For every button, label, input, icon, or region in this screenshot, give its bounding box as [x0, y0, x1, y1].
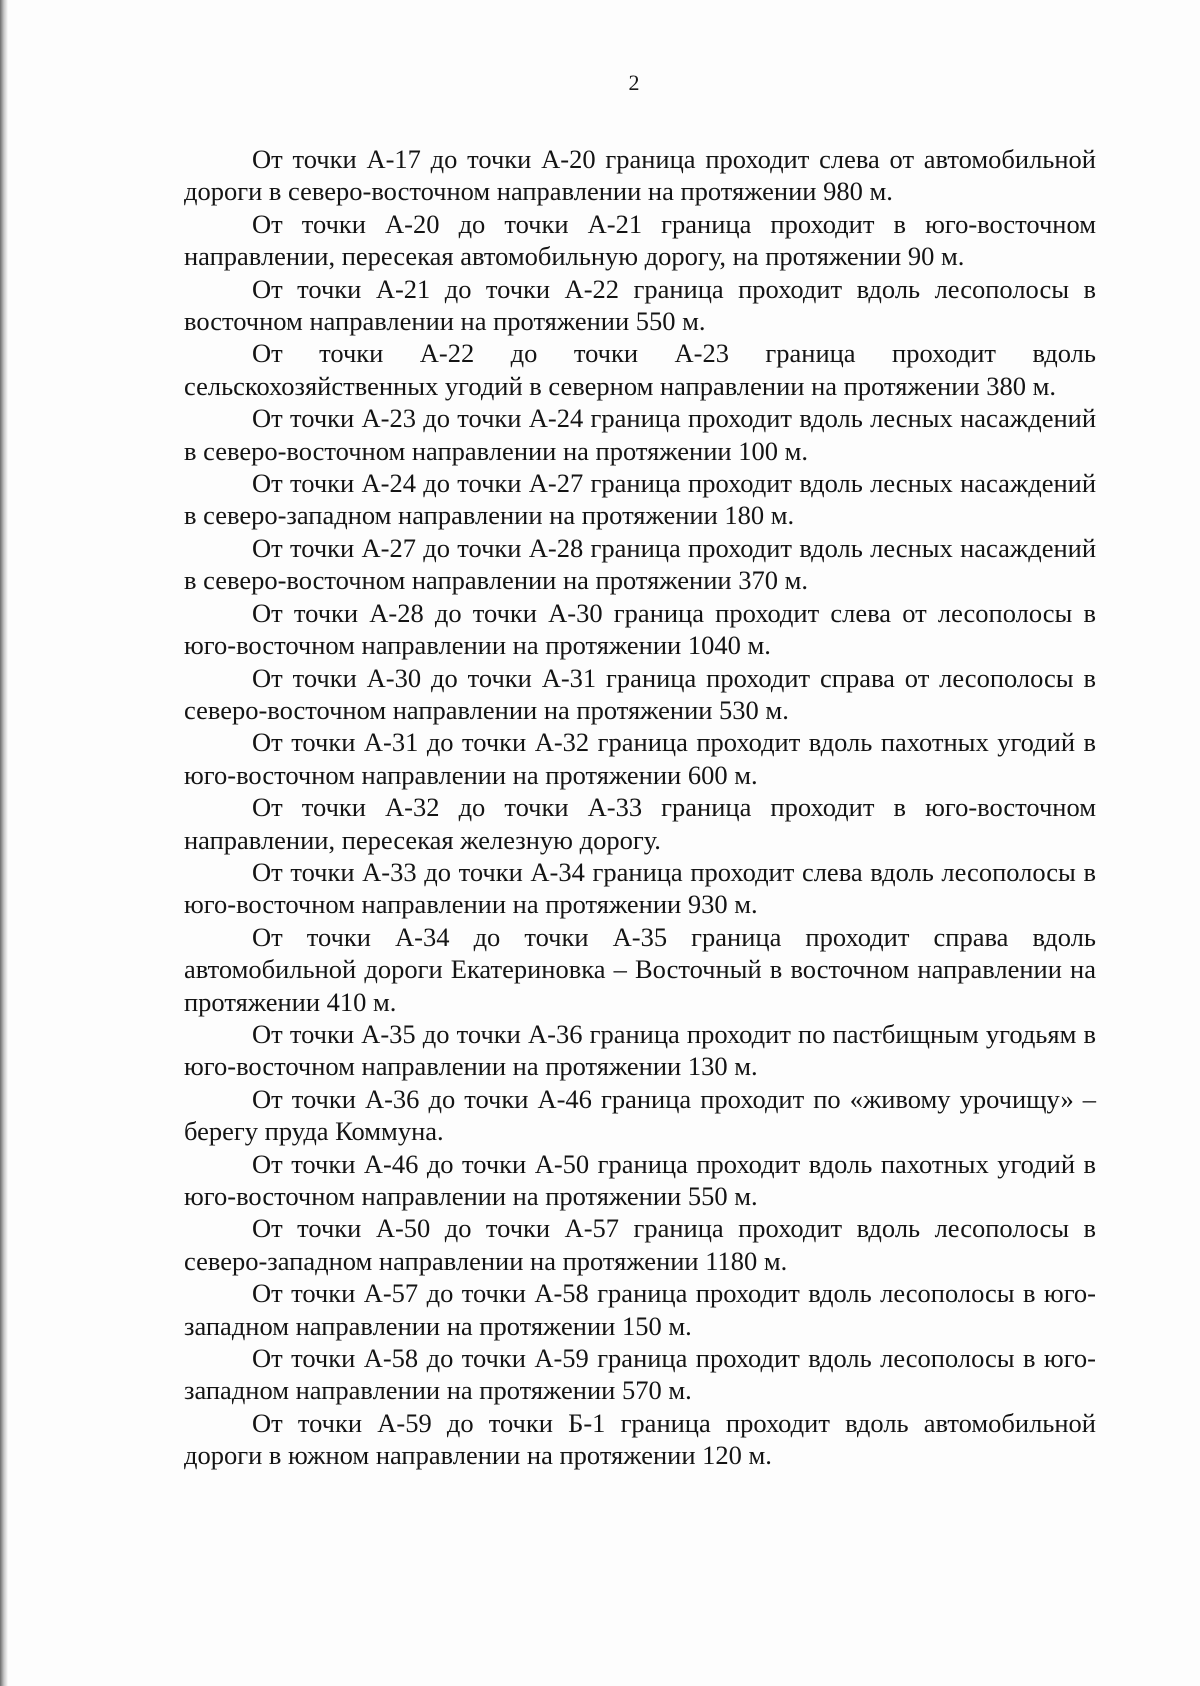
paragraph: От точки А-27 до точки А-28 граница проходит вдоль лесных насаждений в северо-восточном направлении на протяжении 370 м.: [184, 532, 1096, 596]
paragraph: От точки А-22 до точки А-23 граница проходит вдоль сельскохозяйственных угодий в северном направлении на протяжении 380 м.: [184, 338, 1096, 401]
document-body: [184, 143, 1096, 1472]
paragraph: От точки А-32 до точки А-33 граница проходит в юго-восточном направлении, пересекая железную дорогу.: [184, 792, 1096, 855]
paragraph: От точки А-31 до точки А-32 граница проходит вдоль пахотных угодий в юго-восточном направлении на протяжении 600 м.: [184, 727, 1096, 790]
paragraph: От точки А-58 до точки А-59 граница проходит вдоль лесополосы в юго-западном направлении на протяжении 570 м.: [184, 1343, 1096, 1406]
paragraph: От точки А-20 до точки А-21 граница проходит в юго-восточном направлении, пересекая автомобильную дорогу, на протяжении 90 м.: [184, 208, 1096, 272]
paragraph: От точки А-57 до точки А-58 граница проходит вдоль лесополосы в юго-западном направлении на протяжении 150 м.: [184, 1278, 1096, 1341]
paragraph: От точки А-35 до точки А-36 граница проходит по пастбищным угодьям в юго-восточном направлении на протяжении 130 м.: [184, 1018, 1096, 1082]
paragraph: От точки А-17 до точки А-20 граница проходит слева от автомобильной дороги в северо-восточном направлении на протяжении 980 м.: [184, 144, 1096, 207]
paragraph: От точки А-50 до точки А-57 граница проходит вдоль лесополосы в северо-западном направлении на протяжении 1180 м.: [184, 1213, 1096, 1276]
paragraph: От точки А-23 до точки А-24 граница проходит вдоль лесных насаждений в северо-восточном направлении на протяжении 100 м.: [184, 403, 1096, 466]
scan-edge-shadow: [0, 0, 8, 1686]
page-number: 2: [628, 70, 640, 95]
paragraph: От точки А-21 до точки А-22 граница проходит вдоль лесополосы в восточном направлении на протяжении 550 м.: [184, 273, 1096, 337]
paragraph: От точки А-28 до точки А-30 граница проходит слева от лесополосы в юго-восточном направлении на протяжении 1040 м.: [184, 597, 1096, 661]
paragraph: От точки А-33 до точки А-34 граница проходит слева вдоль лесополосы в юго-восточном направлении на протяжении 930 м.: [184, 856, 1096, 920]
paragraph: От точки А-36 до точки А-46 граница проходит по «живому урочищу» – берегу пруда Коммуна.: [184, 1083, 1096, 1147]
paragraph: От точки А-59 до точки Б-1 граница проходит вдоль автомобильной дороги в южном направлении на протяжении 120 м.: [184, 1407, 1096, 1471]
paragraph: От точки А-30 до точки А-31 граница проходит справа от лесополосы в северо-восточном направлении на протяжении 530 м.: [184, 662, 1096, 725]
paragraph: От точки А-34 до точки А-35 граница проходит справа вдоль автомобильной дороги Екатериновка – Восточный в восточном направлении на протяжении 410 м.: [184, 921, 1096, 1017]
paragraph: От точки А-24 до точки А-27 граница проходит вдоль лесных насаждений в северо-западном направлении на протяжении 180 м.: [184, 468, 1096, 531]
paragraph: От точки А-46 до точки А-50 граница проходит вдоль пахотных угодий в юго-восточном направлении на протяжении 550 м.: [184, 1148, 1096, 1211]
